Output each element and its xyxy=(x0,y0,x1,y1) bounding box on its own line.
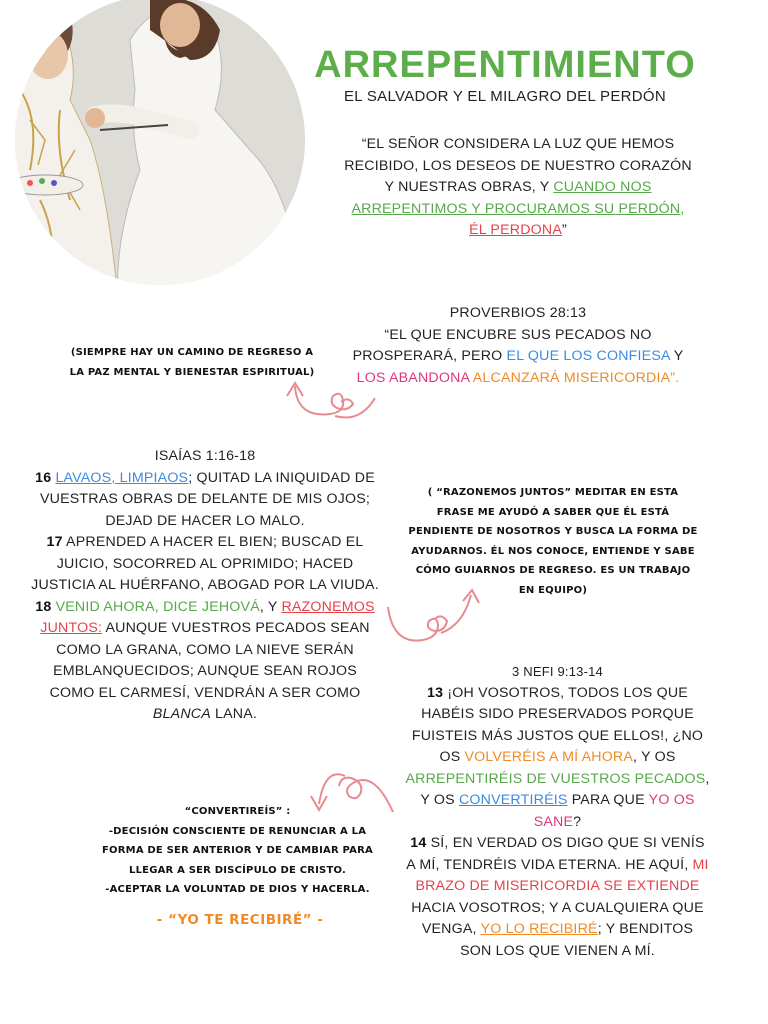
verse-line: PROSPERARÁ, PERO EL QUE LOS CONFIESA Y xyxy=(352,348,684,364)
note-title: “CONVERTIREÍS” : xyxy=(184,806,291,817)
note-line: CÓMO GUIARNOS DE REGRESO. ES UN TRABAJO xyxy=(415,565,691,576)
verse-line: EMBLANQUECIDOS; AUNQUE SEAN ROJOS xyxy=(53,663,357,679)
verse-line: JUSTICIA AL HUÉRFANO, ABOGAD POR LA VIUDA. xyxy=(31,577,379,593)
verse-line: VUESTRAS OBRAS DE DELANTE DE MIS OJOS; xyxy=(39,491,371,507)
note-line: -DECISIÓN CONSCIENTE DE RENUNCIAR A LA xyxy=(108,825,367,837)
quote-line: Y NUESTRAS OBRAS, Y CUANDO NOS xyxy=(384,179,652,195)
note-line: FORMA DE SER ANTERIOR Y DE CAMBIAR PARA xyxy=(102,845,373,856)
verse-line: A MÍ, TENDRÉIS VIDA ETERNA. HE AQUÍ, MI xyxy=(406,856,709,873)
nefi-passage xyxy=(390,661,725,962)
scripture-reference: PROVERBIOS 28:13 xyxy=(449,305,587,321)
scripture-reference: 3 NEFI 9:13-14 xyxy=(512,664,603,679)
verse-line: COMO LA GRANA, COMO LA NIEVE SERÁN xyxy=(56,641,354,658)
verse-line: BLANCA LANA. xyxy=(152,706,258,722)
verse-line: 17 APRENDED A HACER EL BIEN; BUSCAD EL xyxy=(46,534,364,550)
yo-te-recibire-highlight: - “YO TE RECIBIRÉ” - xyxy=(156,912,324,928)
quote-line: RECIBIDO, LOS DESEOS DE NUESTRO CORAZÓN xyxy=(344,157,692,174)
note-razonemos-juntos xyxy=(398,483,708,600)
verse-line: HABÉIS SIDO PRESERVADOS PORQUE xyxy=(421,706,694,722)
note-convertireis xyxy=(85,802,390,900)
note-line: LLEGAR A SER DISCÍPULO DE CRISTO. xyxy=(129,864,346,876)
note-line: AYUDARNOS. ÉL NOS CONOCE, ENTIENDE Y SABE xyxy=(411,545,695,557)
verse-line: VENGA, YO LO RECIBIRÉ; Y BENDITOS xyxy=(421,921,694,937)
verse-line: COMO EL CARMESÍ, VENDRÁN A SER COMO xyxy=(49,684,361,701)
quote-line: “EL SEÑOR CONSIDERA LA LUZ QUE HEMOS xyxy=(361,136,675,152)
verse-line: FUISTEIS MÁS JUSTOS QUE ELLOS!, ¿NO xyxy=(411,727,704,744)
opening-quote xyxy=(318,134,718,242)
verse-line: HACIA VOSOTROS; Y A CUALQUIERA QUE xyxy=(411,899,704,916)
verse-line: LOS ABANDONA ALCANZARÁ MISERICORDIA”. xyxy=(356,369,680,386)
note-line: FRASE ME AYUDÓ A SABER QUE ÉL ESTÁ xyxy=(436,506,670,518)
note-line: LA PAZ MENTAL Y BIENESTAR ESPIRITUAL) xyxy=(69,366,315,378)
note-line: (SIEMPRE HAY UN CAMINO DE REGRESO A xyxy=(70,347,314,358)
note-line: ( “RAZONEMOS JUNTOS” MEDITAR EN ESTA xyxy=(427,487,679,498)
verse-line: JUICIO, SOCORRED AL OPRIMIDO; HACED xyxy=(56,555,354,572)
verse-line: SON LOS QUE VIENEN A MÍ. xyxy=(460,942,655,959)
heart-loop-arrow-icon xyxy=(383,585,483,655)
heart-loop-arrow-icon xyxy=(275,378,385,433)
verse-line: SANE? xyxy=(533,813,582,830)
page-title: ARREPENTIMIENTO xyxy=(314,44,696,86)
quote-highlight-green: CUANDO NOS xyxy=(553,179,652,195)
verse-line: JUNTOS: AUNQUE VUESTROS PECADOS SEAN xyxy=(40,620,370,636)
note-line: -ACEPTAR LA VOLUNTAD DE DIOS Y HACERLA. xyxy=(105,884,370,895)
quote-line: ÉL PERDONA” xyxy=(469,222,567,238)
verse-line: Y OS CONVERTIRÉIS PARA QUE YO OS xyxy=(420,792,695,808)
verse-line: 13 ¡OH VOSOTROS, TODOS LOS QUE xyxy=(427,684,688,701)
verse-line: BRAZO DE MISERICORDIA SE EXTIENDE xyxy=(415,878,700,894)
verse-line: 16 LAVAOS, LIMPIAOS; QUITAD LA INIQUIDAD DE xyxy=(35,469,375,486)
quote-highlight-red: ÉL PERDONA xyxy=(469,222,562,238)
scripture-reference: ISAÍAS 1:16-18 xyxy=(154,448,256,464)
quote-line: ARREPENTIMOS Y PROCURAMOS SU PERDÓN, xyxy=(351,200,685,217)
note-line: PENDIENTE DE NOSOTROS Y BUSCA LA FORMA DE xyxy=(408,526,698,537)
note-line: EN EQUIPO) xyxy=(518,584,588,596)
verse-line: OS VOLVERÉIS A MÍ AHORA, Y OS xyxy=(439,749,676,765)
savior-painting-illustration xyxy=(0,0,310,322)
proverbios-passage xyxy=(318,303,718,389)
page-subtitle: EL SALVADOR Y EL MILAGRO DEL PERDÓN xyxy=(344,88,666,105)
verse-line: 18 VENID AHORA, DICE JEHOVÁ, Y RAZONEMOS xyxy=(35,598,375,615)
verse-line: ARREPENTIRÉIS DE VUESTROS PECADOS, xyxy=(405,770,710,787)
verse-line: “EL QUE ENCUBRE SUS PECADOS NO xyxy=(384,326,652,343)
verse-line: DEJAD DE HACER LO MALO. xyxy=(105,512,305,529)
isaias-passage xyxy=(20,446,390,726)
note-camino-de-regreso xyxy=(42,343,342,382)
verse-line: 14 SÍ, EN VERDAD OS DIGO QUE SI VENÍS xyxy=(410,835,705,851)
